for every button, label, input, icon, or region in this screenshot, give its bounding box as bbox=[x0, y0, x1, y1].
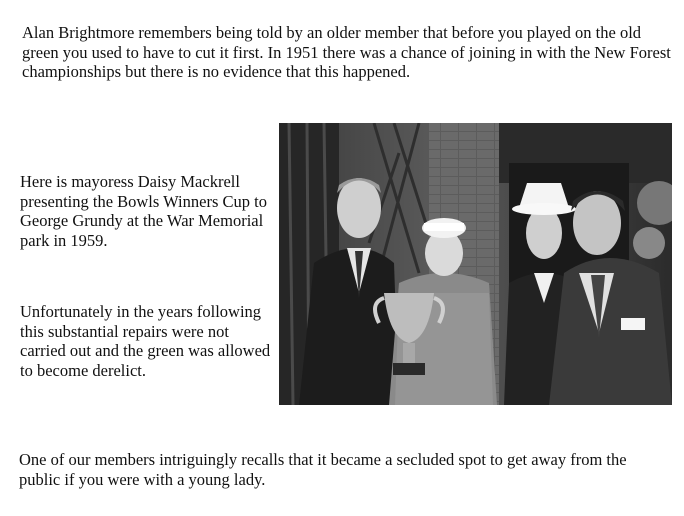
photo-illustration bbox=[279, 123, 672, 405]
decline-paragraph: Unfortunately in the years following this substantial repairs were not carried out and the green was allowed to become derelict. bbox=[20, 302, 271, 380]
closing-paragraph: One of our members intriguingly recalls that it became a secluded spot to get away from the public if you were with a young lady. bbox=[19, 450, 627, 489]
intro-paragraph: Alan Brightmore remembers being told by an older member that before you played on the old green you used to have to cut it first. In 1951 there was a chance of joining in with the New Forest championships but there is no evidence that this happened. bbox=[22, 23, 671, 81]
photo-caption-paragraph: Here is mayoress Daisy Mackrell presenting the Bowls Winners Cup to George Grundy at the War Memorial park in 1959. bbox=[20, 172, 267, 250]
cup-presentation-photo bbox=[279, 123, 672, 405]
